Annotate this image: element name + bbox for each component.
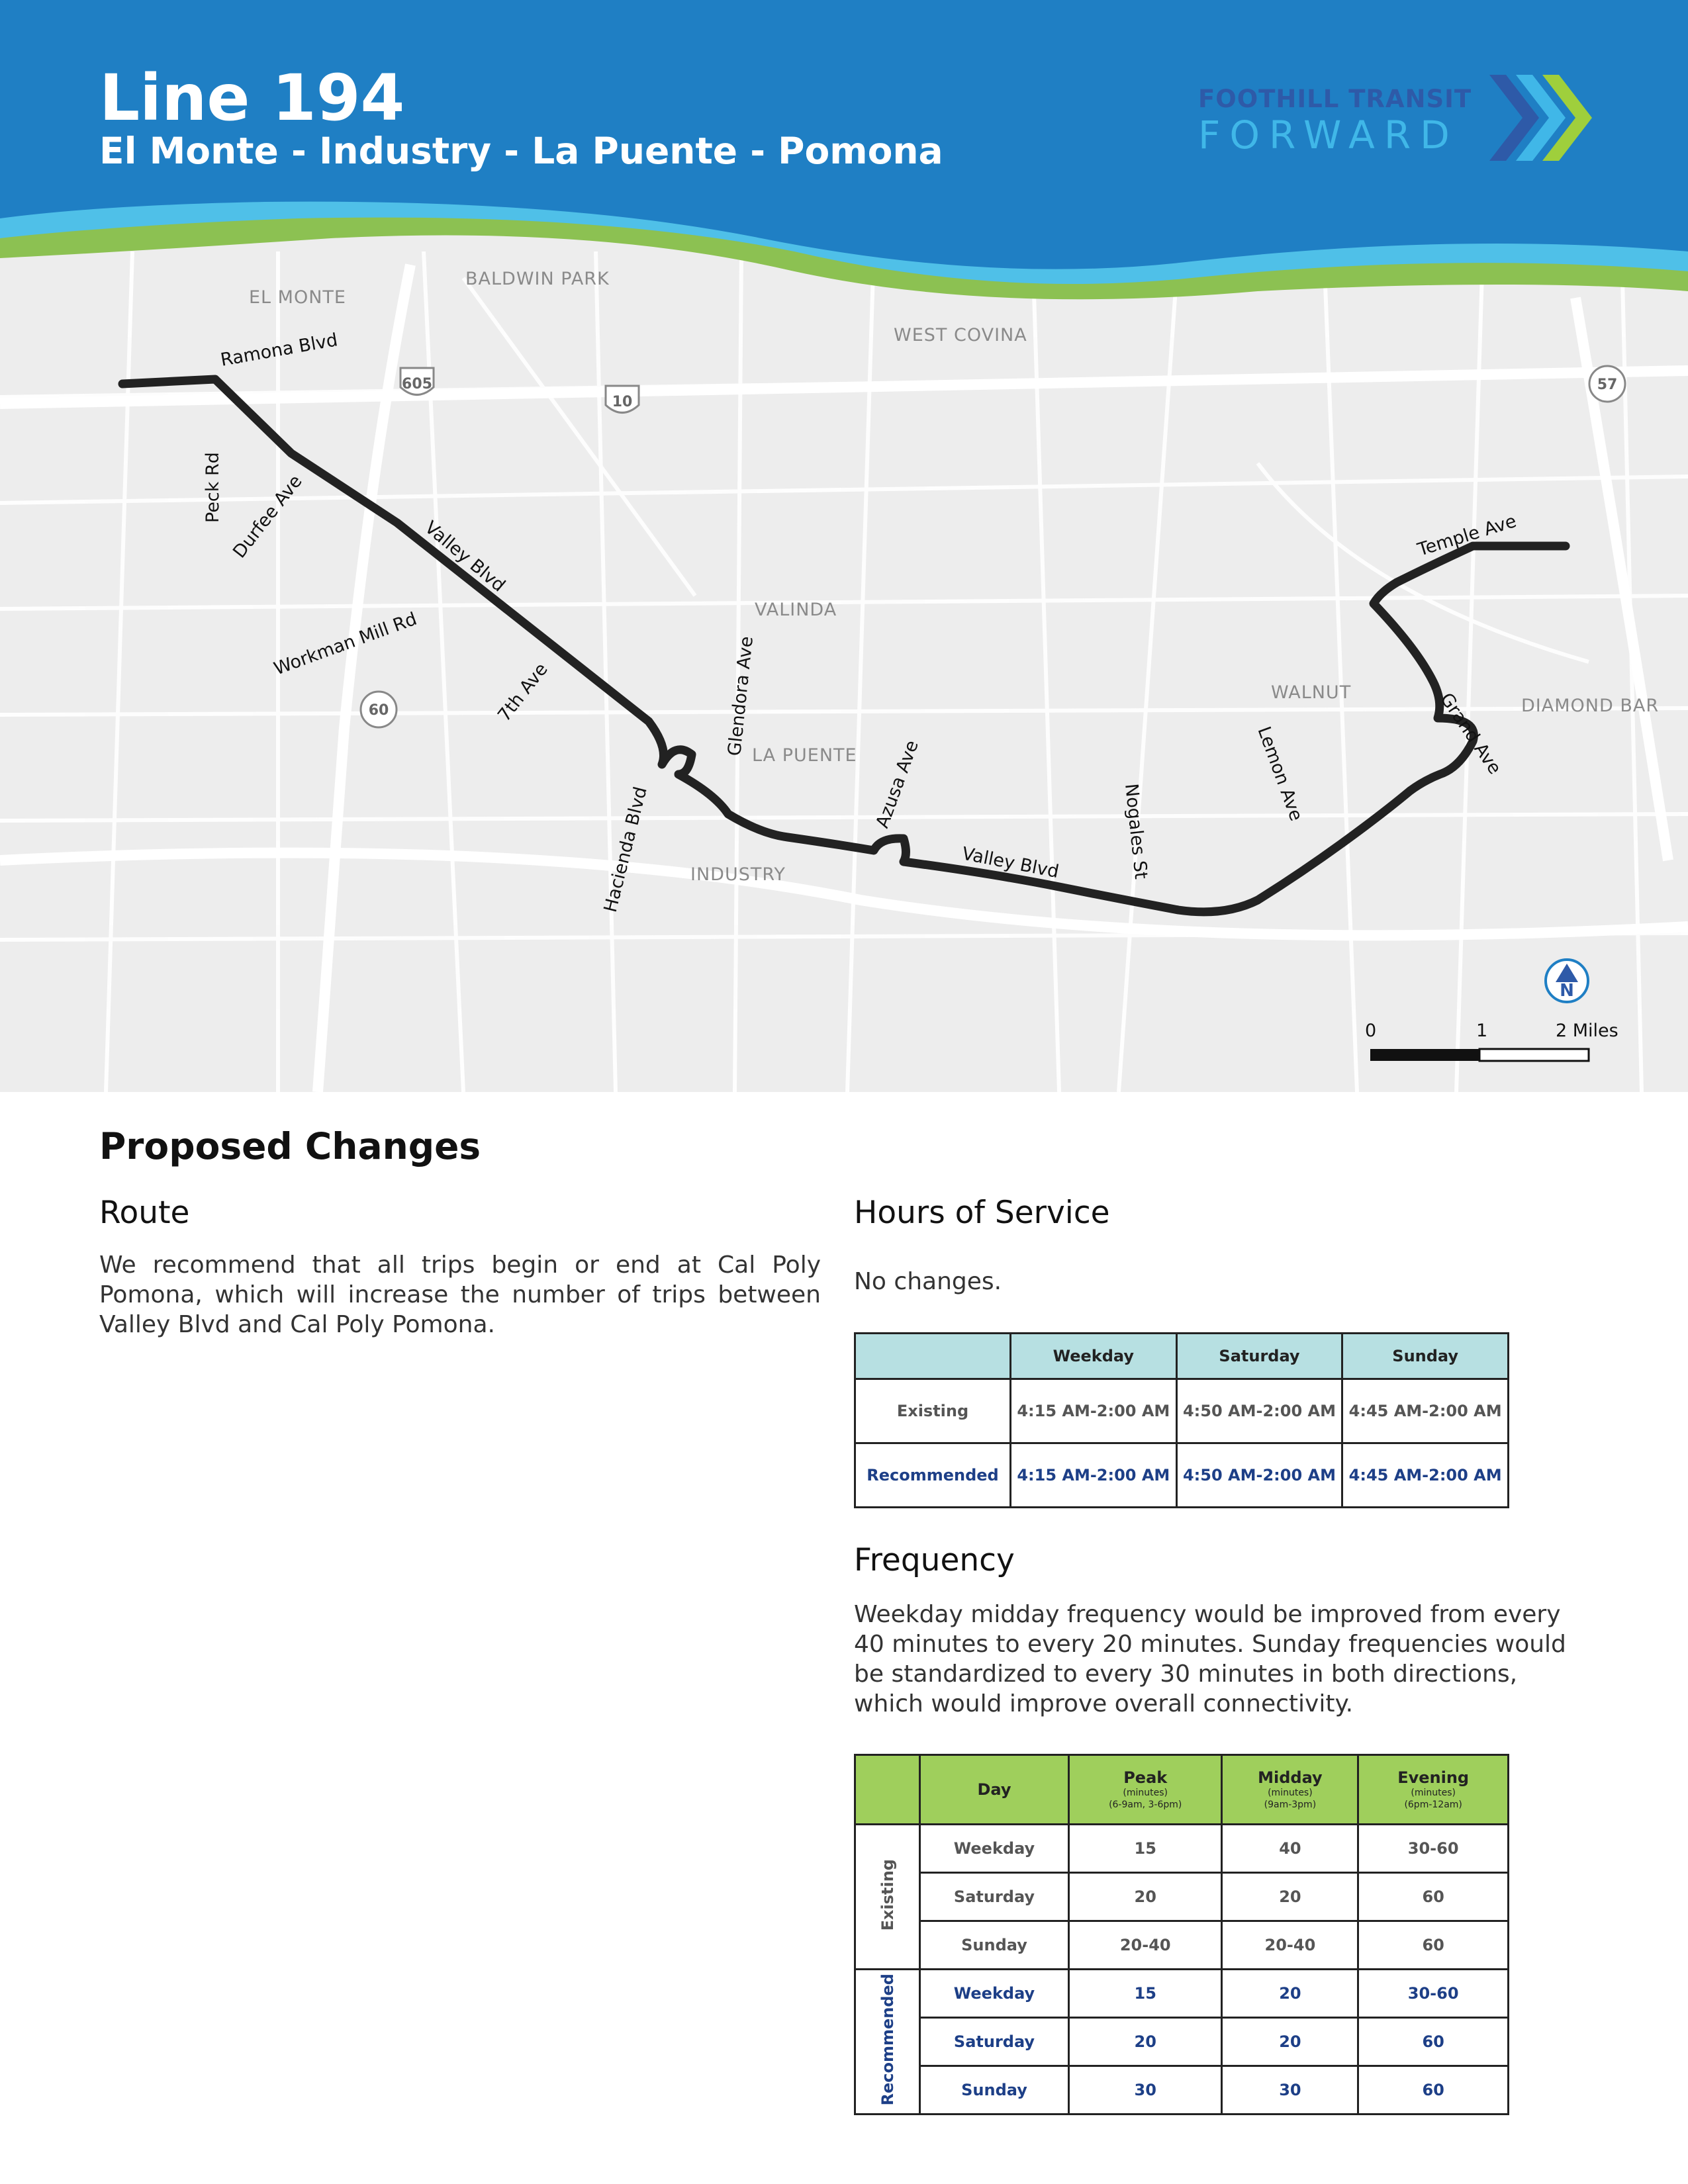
hours-description: No changes. xyxy=(854,1268,1002,1295)
hours-heading: Hours of Service xyxy=(854,1195,1110,1231)
group-label-existing: Existing xyxy=(855,1825,920,1970)
table-cell: 60 xyxy=(1358,1873,1509,1921)
midday-range: (9am-3pm) xyxy=(1264,1799,1317,1810)
chevron-arrows-icon xyxy=(1476,71,1595,164)
hours-header-saturday: Saturday xyxy=(1176,1334,1342,1379)
freq-header-evening xyxy=(1358,1755,1509,1825)
table-cell: 30-60 xyxy=(1358,1970,1509,2018)
place-la-puente: LA PUENTE xyxy=(752,745,857,766)
place-valinda: VALINDA xyxy=(755,600,837,620)
hours-header-blank xyxy=(855,1334,1011,1379)
place-diamond-bar: DIAMOND BAR xyxy=(1521,696,1660,716)
row-label: Recommended xyxy=(855,1443,1011,1508)
freq-header-peak xyxy=(1069,1755,1222,1825)
street-valley-blvd-west: Valley Blvd xyxy=(420,517,509,596)
street-grand-ave: Grand Ave xyxy=(1436,689,1505,778)
evening-unit: (minutes) xyxy=(1411,1788,1456,1798)
shield-605-icon xyxy=(400,368,434,395)
table-row xyxy=(855,1970,1509,2018)
street-valley-blvd-east: Valley Blvd xyxy=(960,843,1061,883)
page-subtitle: El Monte - Industry - La Puente - Pomona xyxy=(99,130,943,172)
north-arrow-icon xyxy=(1546,960,1588,1002)
evening-label: Evening xyxy=(1397,1768,1470,1787)
svg-text:60: 60 xyxy=(368,702,389,719)
svg-text:1: 1 xyxy=(1476,1021,1488,1041)
table-cell: 60 xyxy=(1358,2018,1509,2066)
svg-text:10: 10 xyxy=(612,394,633,410)
table-row xyxy=(855,1379,1509,1443)
hours-header-sunday: Sunday xyxy=(1342,1334,1509,1379)
place-el-monte: EL MONTE xyxy=(249,287,346,308)
table-cell: 4:45 AM-2:00 AM xyxy=(1342,1443,1509,1508)
table-cell: 4:15 AM-2:00 AM xyxy=(1011,1443,1177,1508)
proposed-changes-heading: Proposed Changes xyxy=(99,1125,481,1167)
table-cell: 4:45 AM-2:00 AM xyxy=(1342,1379,1509,1443)
frequency-description: Weekday midday frequency would be improved from every 40 minutes to every 20 minutes. Sunday frequencies would be standardized to every 30 minutes in both directions, which would improve overall connectivity. xyxy=(854,1601,1566,1717)
freq-header-midday xyxy=(1222,1755,1358,1825)
table-cell: 15 xyxy=(1069,1970,1222,2018)
place-west-covina: WEST COVINA xyxy=(894,325,1027,345)
day-cell: Saturday xyxy=(920,2018,1069,2066)
foothill-transit-logo xyxy=(1198,71,1595,171)
table-cell: 4:50 AM-2:00 AM xyxy=(1176,1379,1342,1443)
place-industry: INDUSTRY xyxy=(690,864,786,885)
street-glendora-ave: Glendora Ave xyxy=(724,635,757,757)
day-cell: Weekday xyxy=(920,1825,1069,1873)
table-row xyxy=(855,1921,1509,1970)
svg-text:N: N xyxy=(1560,981,1574,1001)
page-title: Line 194 xyxy=(99,61,405,135)
peak-range: (6-9am, 3-6pm) xyxy=(1109,1799,1182,1810)
street-azusa-ave: Azusa Ave xyxy=(872,737,923,831)
street-lemon-ave: Lemon Ave xyxy=(1253,723,1307,824)
brand-bottom-text: FORWARD xyxy=(1198,113,1459,158)
shield-10-icon xyxy=(606,386,639,413)
table-cell: 15 xyxy=(1069,1825,1222,1873)
frequency-heading: Frequency xyxy=(854,1542,1015,1578)
table-row xyxy=(855,1443,1509,1508)
street-hacienda-blvd: Hacienda Blvd xyxy=(600,784,651,915)
street-7th-ave: 7th Ave xyxy=(494,659,552,726)
table-cell: 20-40 xyxy=(1069,1921,1222,1970)
day-cell: Saturday xyxy=(920,1873,1069,1921)
table-cell: 20 xyxy=(1222,1873,1358,1921)
midday-label: Midday xyxy=(1258,1768,1323,1787)
day-cell: Weekday xyxy=(920,1970,1069,2018)
route-description: We recommend that all trips begin or end at Cal Poly Pomona, which will increase the number of trips between Valley Blvd and Cal Poly Pomona. xyxy=(99,1251,821,1338)
svg-text:0: 0 xyxy=(1365,1021,1377,1041)
table-row xyxy=(855,2066,1509,2115)
row-label: Existing xyxy=(855,1379,1011,1443)
freq-header-day: Day xyxy=(920,1755,1069,1825)
table-row xyxy=(855,1825,1509,1873)
hours-of-service-table xyxy=(854,1332,1509,1508)
table-cell: 40 xyxy=(1222,1825,1358,1873)
table-cell: 60 xyxy=(1358,2066,1509,2115)
street-durfee-ave: Durfee Ave xyxy=(229,471,306,563)
frequency-table xyxy=(854,1754,1509,2115)
table-cell: 4:50 AM-2:00 AM xyxy=(1176,1443,1342,1508)
day-cell: Sunday xyxy=(920,1921,1069,1970)
table-row xyxy=(855,1873,1509,1921)
table-cell: 30 xyxy=(1222,2066,1358,2115)
midday-unit: (minutes) xyxy=(1268,1788,1313,1798)
table-cell: 4:15 AM-2:00 AM xyxy=(1011,1379,1177,1443)
place-walnut: WALNUT xyxy=(1271,682,1352,703)
street-temple-ave: Temple Ave xyxy=(1415,510,1519,561)
hours-header-weekday: Weekday xyxy=(1011,1334,1177,1379)
peak-unit: (minutes) xyxy=(1123,1788,1168,1798)
svg-text:605: 605 xyxy=(402,376,432,392)
evening-range: (6pm-12am) xyxy=(1404,1799,1462,1810)
table-cell: 60 xyxy=(1358,1921,1509,1970)
peak-label: Peak xyxy=(1123,1768,1168,1787)
svg-text:57: 57 xyxy=(1597,377,1618,393)
table-cell: 20-40 xyxy=(1222,1921,1358,1970)
route-heading: Route xyxy=(99,1195,190,1231)
table-cell: 30-60 xyxy=(1358,1825,1509,1873)
shield-57-icon xyxy=(1589,366,1625,402)
street-peck-rd: Peck Rd xyxy=(203,452,223,523)
table-cell: 20 xyxy=(1069,1873,1222,1921)
day-cell: Sunday xyxy=(920,2066,1069,2115)
freq-header-blank xyxy=(855,1755,920,1825)
table-cell: 20 xyxy=(1222,2018,1358,2066)
table-cell: 20 xyxy=(1222,1970,1358,2018)
street-ramona-blvd: Ramona Blvd xyxy=(218,330,340,371)
group-label-recommended: Recommended xyxy=(855,1970,920,2115)
shield-60-icon xyxy=(361,692,397,727)
place-baldwin-park: BALDWIN PARK xyxy=(465,269,610,289)
table-row xyxy=(855,2018,1509,2066)
svg-text:2 Miles: 2 Miles xyxy=(1556,1021,1618,1041)
table-cell: 20 xyxy=(1069,2018,1222,2066)
street-workman-mill-rd: Workman Mill Rd xyxy=(271,608,420,680)
table-cell: 30 xyxy=(1069,2066,1222,2115)
brand-top-text: FOOTHILL TRANSIT xyxy=(1198,85,1472,113)
street-nogales-st: Nogales St xyxy=(1121,782,1152,880)
